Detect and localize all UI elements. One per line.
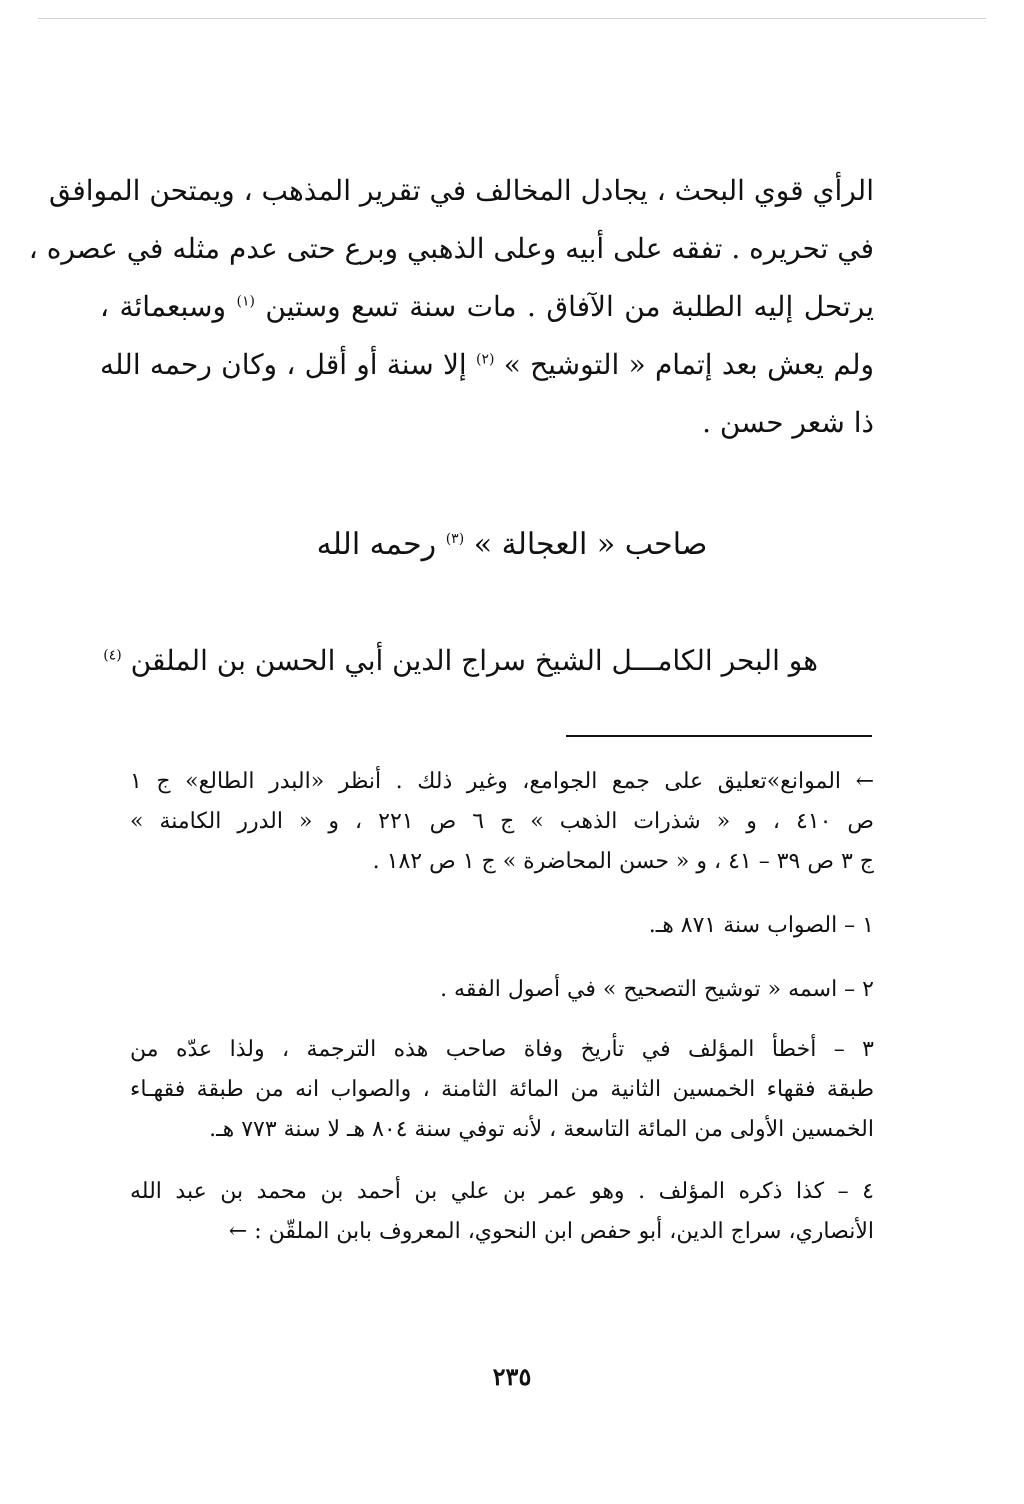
heading-suffix: رحمه الله — [316, 527, 437, 562]
footnote-marker-1: (١) — [236, 293, 255, 310]
footnote-line: الأنصاري، سراج الدين، أبو حفص ابن النحوي، المعروف بابن الملقّن : ← — [228, 1219, 874, 1244]
footnote-marker-3: (٣) — [445, 531, 465, 547]
intro-line — [103, 636, 818, 686]
body-line-text: وسبعمائة ، — [100, 290, 226, 323]
body-line — [100, 278, 874, 336]
footnote-line: الخمسين الأولى من المائة التاسعة ، لأنه توفي سنة ٨٠٤ هـ لا سنة ٧٧٣ هـ. — [209, 1117, 874, 1142]
footnote-line: طبقة فقهاء الخمسين الثانية من المائة الثامنة ، والصواب انه من طبقة فقهـاء — [130, 1077, 874, 1102]
body-line-text: ولم يعش بعد إتمام « التوشيح » — [503, 348, 875, 381]
section-heading — [0, 520, 1024, 570]
top-rule — [38, 18, 986, 19]
footnote-line: ص ٤١٠ ، و « شذرات الذهب » ج ٦ ص ٢٢١ ، و « الدرر الكامنة » — [130, 809, 874, 834]
body-line: ذا شعر حسن . — [702, 406, 874, 439]
heading-title: صاحب « العجالة » — [473, 527, 708, 562]
body-line: الرأي قوي البحث ، يجادل المخالف في تقرير المذهب ، ويمتحن الموافق — [48, 174, 874, 207]
main-text — [28, 162, 875, 452]
footnote-line: ٣ – أخطأ المؤلف في تأريخ وفاة صاحب هذه الترجمة ، ولذا عدّه من — [130, 1037, 874, 1062]
footnote-marker-4: (٤) — [103, 647, 122, 664]
footnote-separator — [566, 735, 872, 737]
body-line-text: يرتحل إليه الطلبة من الآفاق . مات سنة تسع وستين — [265, 290, 875, 323]
footnote-line: ← الموانع»تعليق على جمع الجوامع، وغير ذلك . أنظر «البدر الطالع» ج ١ — [130, 769, 874, 794]
footnote-line: ٢ – اسمه « توشيح التصحيح » في أصول الفقه . — [440, 977, 874, 1002]
footnote-4 — [130, 1172, 874, 1252]
footnote-line: ج ٣ ص ٣٩ – ٤١ ، و « حسن المحاضرة » ج ١ ص ١٨٢ . — [372, 849, 874, 874]
footnote-marker-2: (٢) — [475, 351, 495, 368]
footnote-3 — [130, 1030, 874, 1150]
body-line: في تحريره . تفقه على أبيه وعلى الذهبي وبرع حتى عدم مثله في عصره ، — [28, 232, 874, 265]
body-line — [100, 336, 874, 394]
footnotes — [130, 762, 874, 1252]
footnote-1 — [130, 906, 874, 946]
footnote-line: ٤ – كذا ذكره المؤلف . وهو عمر بن علي بن أحمد بن محمد بن عبد الله — [130, 1179, 874, 1204]
footnote-2 — [130, 970, 874, 1010]
intro-text: هو البحر الكامـــل الشيخ سراج الدين أبي الحسن بن الملقن — [130, 644, 818, 677]
page-number: ٢٣٥ — [492, 1362, 532, 1391]
body-line-text: إلا سنة أو أقل ، وكان رحمه الله — [100, 348, 467, 381]
footnote-continuation — [130, 762, 874, 882]
footnote-line: ١ – الصواب سنة ٨٧١ هـ. — [648, 913, 874, 938]
